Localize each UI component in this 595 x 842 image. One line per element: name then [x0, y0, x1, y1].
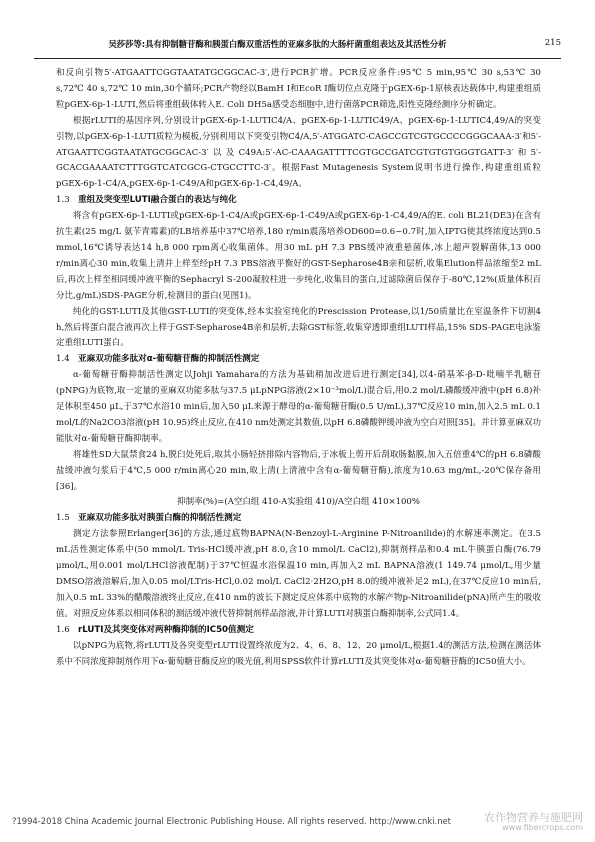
- section-title: rLUTI及其突变体对两种酶抑制的IC50值测定: [78, 624, 254, 635]
- section-number: 1.6: [56, 624, 70, 635]
- running-header: [34, 38, 561, 59]
- article-body: [56, 66, 541, 802]
- paragraph-glucosidase-assay: α-葡萄糖苷酶抑制活性测定以Johji Yamahara的方法为基础稍加改进后进行测定[34],以4-硝基苯-β-D-吡喃半乳糖苷(pNPG)为底物,取一定量的亚麻双功能多肽与37.5 μLpNPG溶液(2×10⁻³mol/L)混合后,用0.2 mol/L磷酸缓冲液中(pH 6.8)补足体积至450 μL,于37℃水浴10 min后,加入50 μL来源于酵母的α-葡萄糖苷酶(0.5 U/mL),37℃反应10 min,加入2.5 mL 0.1 mol/L的Na2CO3溶液(pH 10.95)终止反应,在410 nm处测定其数值,以pH 6.8磷酸钾缓冲液为空白对照[35]。并计算亚麻双功能肽对α-葡萄糖苷酶抑制率。: [56, 370, 541, 444]
- running-title: 吴莎莎等:具有抑制糖苷酶和胰蛋白酶双重活性的亚麻多肽的大肠杆菌重组表达及其活性分析: [108, 39, 447, 49]
- page-footer: [12, 811, 583, 832]
- paragraph-mutant-primers: 根据rLUTI的基因序列,分别设计pGEX-6p-1-LUTIC4/A、pGEX-6p-1-LUTIC49/A、pGEX-6p-1-LUTIC4,49/A的突变引物,以pGEX-6p-1-LUTI质粒为模板,分别利用以下突变引物C4/A,5′-ATGGATC-CAGCCGTCGTGCCCCGGGCAAA-3′和5′-ATGAATTCGGTAATATGCGGCAC-3′以及C49A:5′-AC-CAAAGATTTTCGTGCCGATCGTGTGTGGGTGATT-3′和5′-GCACGAAAATCTTTGGTCATCGCG-CTGCCTTC-3′。根据Fast Mutagenesis System说明书进行操作,构建重组质粒pGEX-6p-1-C4/A,pGEX-6p-1-C49/A和pGEX-6p-1-C4,49/A。: [56, 115, 541, 190]
- paragraph-primer-cloning: 和反向引物5′-ATGAATTCGGTAATATGCGGCAC-3′,进行PCR扩增。PCR反应条件:95℃ 5 min,95℃ 30 s,53℃ 30 s,72℃ 40 s,72℃ 10 min,30个循环;PCR产物经以BamH Ⅰ和EcoR Ⅰ酶切位点克隆于pGEX-6p-1原核表达载体中,构建重组质粒pGEX-6p-1-LUTI,然后将重组载体转入E. Coli DH5a感受态细胞中,进行菌落PCR筛选,阳性克隆经测序分析确定。: [56, 68, 541, 110]
- section-heading-1-5: [56, 511, 541, 527]
- section-number: 1.3: [56, 195, 70, 206]
- page-number: 215: [544, 38, 561, 48]
- section-title: 亚麻双功能多肽对α-葡萄糖苷酶的抑制活性测定: [78, 354, 260, 365]
- inhibition-formula: 抑制率(%)=(A空白组 410-A实验组 410)/A空白组 410×100%: [177, 497, 420, 508]
- paragraph-rat-intestine: 将雄性SD大鼠禁食24 h,脱臼处死后,取其小肠轻挤排除内容物后,于冰板上剪开后刮取肠黏膜,加入五倍重4℃的pH 6.8磷酸盐缓冲液匀浆后于4℃,5 000 r/min离心20 min,取上清(上清液中含有α-葡萄糖苷酶),浓度为10.63 mg/mL,-20℃保存备用[36]。: [56, 449, 541, 492]
- watermark: [484, 812, 583, 832]
- section-heading-1-6: [56, 623, 541, 639]
- paragraph-expression: 将含有pGEX-6p-1-LUTI或pGEX-6p-1-C4/A或pGEX-6p-1-C49/A或pGEX-6p-1-C4,49/A的E. coli BL21(DE3)在含有抗生素(25 mg/L 氨苄青霉素)的LB培养基中37℃培养,180 r/min震荡培养OD600=0.6~0.7时,加入IPTG使其终浓度达到0.5 mmol,16℃诱导表达14 h,8 000 rpm离心收集菌体。用30 mL pH 7.3 PBS缓冲液重悬菌体,冰上超声裂解菌体,13 000 r/min离心30 min,收集上清并上样至经pH 7.3 PBS溶液平衡好的GST-Sepharose4B亲和层析,收集Elution样品浓缩至2 mL后,再次上样至相同缓冲液平衡的Sephacryl S-200凝胶柱进一步纯化,收集目的蛋白,过滤除菌后保存于-80℃,12%(质量体积百分比,g/mL)SDS-PAGE分析,检测目的蛋白(见图1)。: [56, 211, 541, 301]
- section-heading-1-3: [56, 193, 541, 209]
- section-title: 亚麻双功能多肽对胰蛋白酶的抑制活性测定: [78, 513, 242, 524]
- section-number: 1.5: [56, 513, 70, 524]
- section-title: 重组及突变型LUTI融合蛋白的表达与纯化: [78, 195, 237, 206]
- paragraph-trypsin-assay: 测定方法参照Erlanger[36]的方法,通过底物BAPNA(N-Benzoyl-L-Arginine P-Nitroanilide)的水解速率测定。在3.5 mL活性测定体系中(50 mmol/L Tris-HCl缓冲液,pH 8.0,含10 mmol/L CaCl2),抑制剂样品和0.4 mL牛胰蛋白酶(76.79 μmol/L,用0.001 mol/LHCl溶液配制)于37℃恒温水浴保温10 min,再加入2 mL BAPNA溶液(1 149.74 μmol/L,用少量DMSO溶液溶解后,加入0.05 mol/LTris-HCl,0.02 mol/L CaCl2·2H2O,pH 8.0的缓冲液补足2 mL),在37℃反应10 min后,加入0.5 mL 33%的醋酸溶液终止反应,在410 nm的波长下测定反应体系中底物的水解产物p-Nitroanilide(pNA)所产生的吸收值。对照反应体系以相同体积的测活缓冲液代替抑制剂样品溶液,并计算LUTI对胰蛋白酶抑制率,公式同1.4。: [56, 529, 541, 619]
- watermark-url: www.fibercrops.com: [502, 823, 583, 832]
- paragraph-purification: 纯化的GST-LUTI及其他GST-LUTI的突变体,经本实验室纯化的Prescission Protease,以1/50质量比在室温条件下切割4 h,然后将蛋白混合液再次上样于GST-Sepharose4B亲和层析,去除GST标签,收集穿透即重组LUTI样品,15% SDS-PAGE电泳鉴定重组LUTI蛋白。: [56, 306, 541, 349]
- watermark-text: 农作物营养与施肥网: [484, 811, 583, 824]
- paragraph-ic50: 以pNPG为底物,将rLUTI及各突变型rLUTI设置终浓度为2、4、6、8、12、20 μmol/L,根据1.4的测活方法,检测在测活体系中不同浓度抑制剂作用下α-葡萄糖苷酶反应的吸光值,利用SPSS软件计算rLUTI及其突变体对α-葡萄糖苷酶的IC50值大小。: [56, 640, 541, 667]
- section-number: 1.4: [56, 354, 70, 365]
- copyright-notice: ?1994-2018 China Academic Journal Electronic Publishing House. All rights reserved. http://www.cnki.net: [12, 816, 451, 826]
- section-heading-1-4: [56, 352, 541, 368]
